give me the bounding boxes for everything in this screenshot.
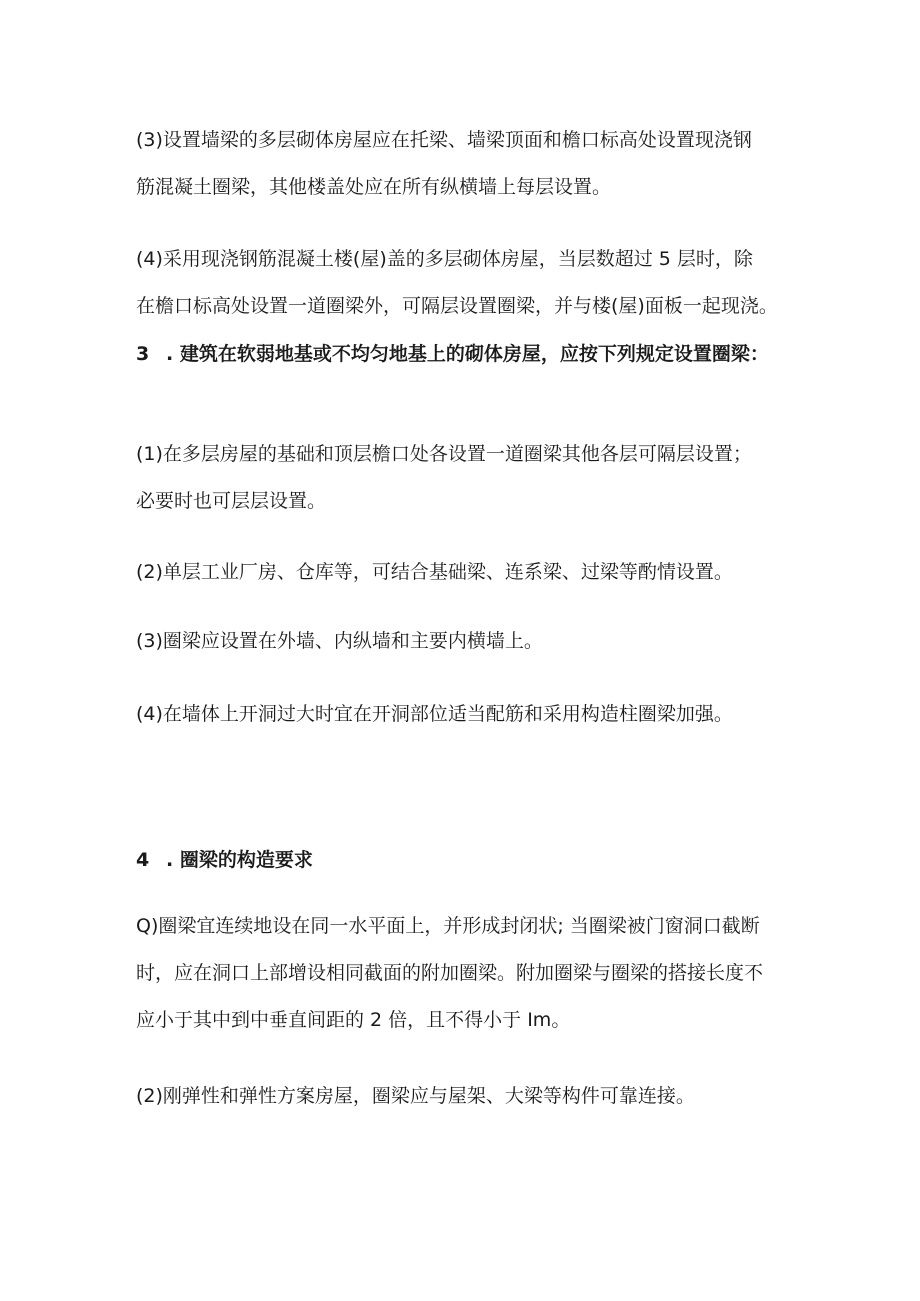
text-line: (3)设置墙梁的多层砌体房屋应在托梁、墙梁顶面和檐口标高处设置现浇钢 [136, 129, 752, 151]
section-number: 4 [136, 849, 150, 871]
paragraph-foundation-ring-beam [136, 431, 798, 525]
text-line: 筋混凝土圈梁，其他楼盖处应在所有纵横墙上每层设置。 [136, 176, 612, 198]
text-line: (3)圈梁应设置在外墙、内纵墙和主要内横墙上。 [136, 630, 543, 652]
paragraph-ring-beam-walls [136, 618, 798, 665]
text-line: (1)在多层房屋的基础和顶层檐口处各设置一道圈梁其他各层可隔层设置； [136, 443, 752, 465]
text-line: (2)单层工业厂房、仓库等，可结合基础梁、连系梁、过梁等酌情设置。 [136, 561, 733, 583]
section-title: . 建筑在软弱地基或不均匀地基上的砌体房屋，应按下列规定设置圈梁： [166, 343, 769, 365]
text-line: (4)在墙体上开洞过大时宜在开洞部位适当配筋和采用构造柱圈梁加强。 [136, 703, 733, 725]
paragraph-industrial-plant [136, 549, 798, 596]
paragraph-large-openings [136, 691, 798, 738]
section-heading-4 [136, 837, 798, 884]
text-line: 时，应在洞口上部增设相同截面的附加圈梁。附加圈梁与圈梁的搭接长度不 [136, 962, 764, 984]
paragraph-cast-in-place-floor [136, 236, 798, 330]
section-number: 3 [136, 343, 150, 365]
text-line: 必要时也可层层设置。 [136, 490, 327, 512]
paragraph-rigid-elastic-scheme [136, 1073, 798, 1120]
section-title: . 圈梁的构造要求 [166, 849, 313, 871]
section-heading-3 [136, 331, 798, 378]
paragraph-wall-beam-ring-beam [136, 117, 798, 211]
text-line: 应小于其中到中垂直间距的 2 倍，且不得小于 Im。 [136, 1009, 571, 1031]
text-line: (2)刚弹性和弹性方案房屋，圈梁应与屋架、大梁等构件可靠连接。 [136, 1085, 695, 1107]
paragraph-continuous-ring-beam [136, 903, 798, 1044]
text-line: (4)采用现浇钢筋混凝土楼(屋)盖的多层砌体房屋，当层数超过 5 层时，除 [136, 248, 753, 270]
text-line: Q)圈梁宜连续地设在同一水平面上，并形成封闭状; 当圈梁被门窗洞口截断 [136, 915, 760, 937]
text-line: 在檐口标高处设置一道圈梁外，可隔层设置圈梁，并与楼(屋)面板一起现浇。 [136, 295, 778, 317]
